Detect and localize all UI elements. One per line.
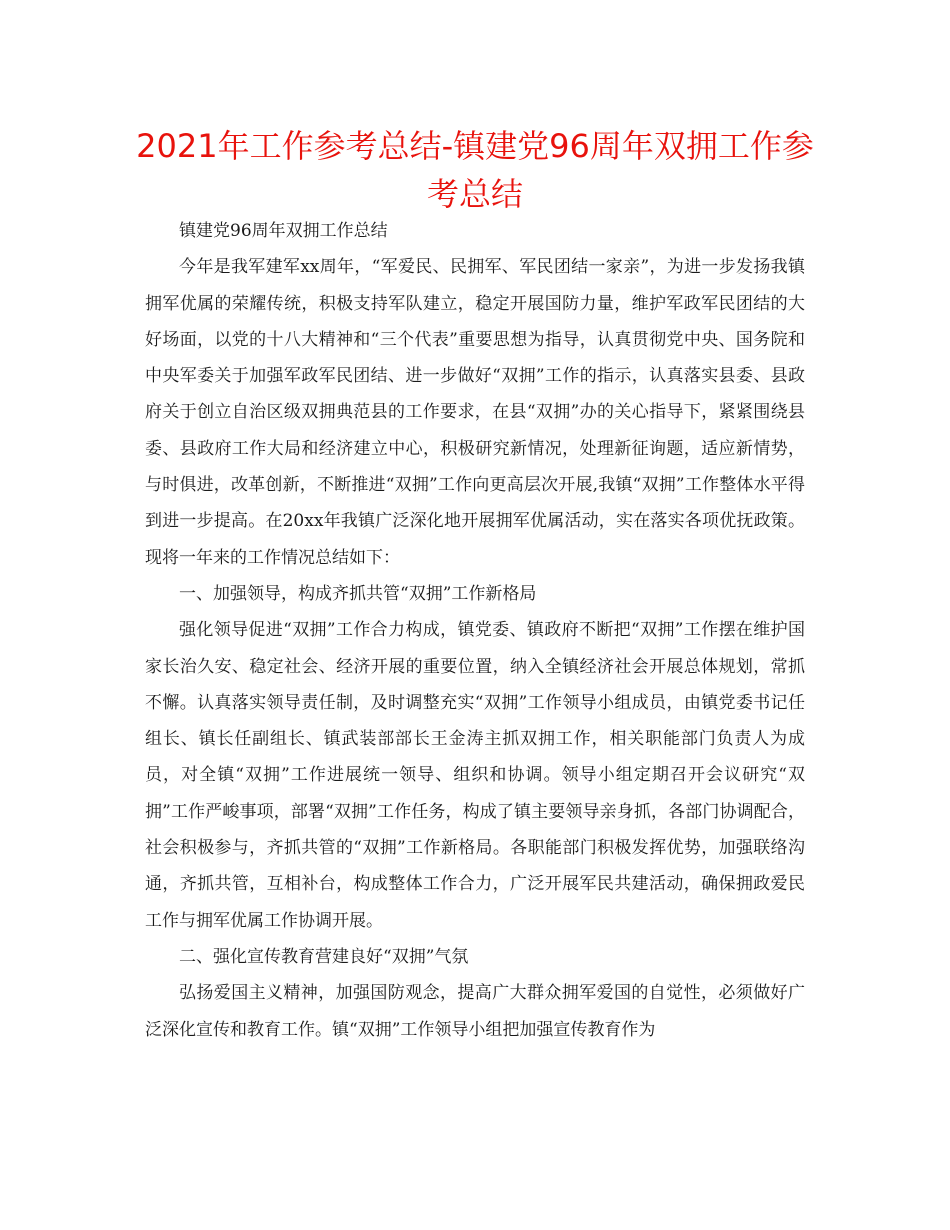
paragraph-section-2: 弘扬爱国主义精神，加强国防观念，提高广大群众拥军爱国的自觉性，必须做好广泛深化宣传和教育工作。镇“双拥”工作领导小组把加强宣传教育作为 — [145, 983, 805, 1040]
section-heading-2: 二、强化宣传教育营建良好“双拥”气氛 — [179, 946, 469, 967]
document-title: 2021年工作参考总结-镇建党96周年双拥工作参考总结 — [136, 127, 814, 213]
paragraph-subtitle: 镇建党96周年双拥工作总结 — [179, 221, 388, 241]
section-heading-1: 一、加强领导，构成齐抓共管“双拥”工作新格局 — [179, 583, 537, 604]
paragraph-section-1: 强化领导促进“双拥”工作合力构成，镇党委、镇政府不断把“双拥”工作摆在维护国家长治久安、稳定社会、经济开展的重要位置，纳入全镇经济社会开展总体规划，常抓不懈。认真落实领导责任制，及时调整充实“双拥”工作领导小组成员，由镇党委书记任组长、镇长任副组长、镇武装部部长王金涛主抓双拥工作，相关职能部门负责人为成员，对全镇“双拥”工作进展统一领导、组织和协调。领导小组定期召开会议研究“双拥”工作严峻事项，部署“双拥”工作任务，构成了镇主要领导亲身抓，各部门协调配合，社会积极参与，齐抓共管的“双拥”工作新格局。各职能部门积极发挥优势，加强联络沟通，齐抓共管，互相补台，构成整体工作合力，广泛开展军民共建活动，确保拥政爱民工作与拥军优属工作协调开展。 — [145, 620, 805, 931]
document-body — [145, 213, 805, 1048]
paragraph-intro: 今年是我军建军xx周年，“军爱民、民拥军、军民团结一家亲”，为进一步发扬我镇拥军优属的荣耀传统，积极支持军队建立，稳定开展国防力量，维护军政军民团结的大好场面，以党的十八大精神和“三个代表”重要思想为指导，认真贯彻党中央、国务院和中央军委关于加强军政军民团结、进一步做好“双拥”工作的指示，认真落实县委、县政府关于创立自治区级双拥典范县的工作要求，在县“双拥”办的关心指导下，紧紧围绕县委、县政府工作大局和经济建立中心，积极研究新情况，处理新征询题，适应新情势，与时俱进，改革创新，不断推进“双拥”工作向更高层次开展,我镇“双拥”工作整体水平得到进一步提高。在20xx年我镇广泛深化地开展拥军优属活动，实在落实各项优抚政策。现将一年来的工作情况总结如下： — [145, 257, 805, 568]
